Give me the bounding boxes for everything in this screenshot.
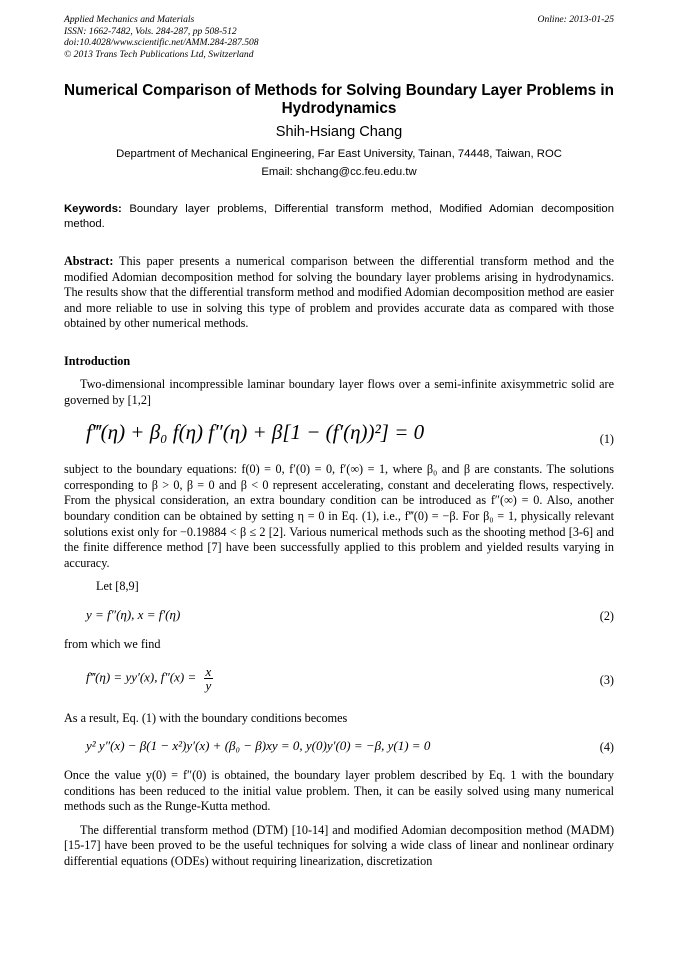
journal-header [64,14,614,64]
equation-3 [64,665,614,703]
online-date: Online: 2013-01-25 [537,14,614,25]
fraction-denominator: y [205,677,212,693]
equation-3-fraction [204,665,214,692]
affiliation: Department of Mechanical Engineering, Far East University, Tainan, 74448, Taiwan, ROC [116,148,562,160]
section-heading: Introduction [64,353,131,368]
email: Email: shchang@cc.feu.edu.tw [261,166,417,178]
equation-2 [64,607,614,629]
intro-paragraph-1: Two-dimensional incompressible laminar boundary layer flows over a semi-infinite axisymmetric solid are governed by [1,2] [64,376,614,407]
paper-title: Numerical Comparison of Methods for Solving Boundary Layer Problems in Hydrodynamics [64,82,614,117]
abstract-text: This paper presents a numerical comparison between the differential transform method and the modified Adomian decomposition method for solving the boundary layer problems arising in hydrodynamics. The results show that the differential transform method and modified Adomian decomposition method are easier and more reliable to use in solving this type of problem and provides accurate data as compared with those obtained by other numerical methods. [64,254,615,331]
intro-paragraph-6: The differential transform method (DTM) [10-14] and modified Adomian decomposition method (MADM) [15-17] have been proved to be the useful techniques for solving a wide class of linear and nonlinear ordinary differential equations (ODEs) without requiring linearization, discretization [64,822,614,869]
paper-page [64,14,614,870]
keywords-label: Keywords: [64,203,122,215]
issn: ISSN: 1662-7482, Vols. 284-287, pp 508-512 [64,25,237,37]
keywords-text: Boundary layer problems, Differential transform method, Modified Adomian decomposition method. [64,203,615,230]
equation-3-body: f‴(η) = yy′(x), f″(x) = [86,668,197,684]
equation-1-number: (1) [599,432,614,447]
keywords [64,202,614,232]
intro-paragraph-4: As a result, Eq. (1) with the boundary conditions becomes [64,710,348,725]
doi: doi:10.4028/www.scientific.net/AMM.284-287.508 [64,37,259,48]
equation-1-body: f‴(η) + β₀ f(η) f″(η) + β[1 − (f′(η))²] = 0 [86,420,425,445]
equation-4-body: y² y″(x) − β(1 − x²)y′(x) + (β₀ − β)xy = 0, y(0)y′(0) = −β, y(1) = 0 [86,738,431,754]
equation-1 [64,420,614,454]
intro-paragraph-5: Once the value y(0) = f″(0) is obtained, the boundary layer problem described by Eq. 1 with the boundary conditions has been reduced to the initial value problem. Then, it can be easily solved using many numerical methods such as the Runge-Kutta method. [64,768,614,814]
let-line: Let [8,9] [96,579,139,594]
equation-4-number: (4) [599,740,614,755]
author: Shih-Hsiang Chang [275,124,403,140]
equation-2-number: (2) [599,608,614,623]
abstract [64,254,614,332]
journal-name: Applied Mechanics and Materials [64,14,195,25]
equation-4 [64,738,614,760]
fraction-numerator: x [205,663,212,679]
intro-paragraph-2: subject to the boundary equations: f(0) = 0, f′(0) = 0, f′(∞) = 1, where β₀ and β are constants. The solutions corresponding to β > 0, β = 0 and β < 0 represent accelerating, constant and decelerating flows, respectively. From the physical consideration, an extra boundary condition can be introduced as f″(∞) = 0. Also, another boundary condition can be obtained by setting η = 0 in Eq. (1), i.e., f‴(0) = −β. For β₀ = 1, physically relevant solutions exist only for −0.19884 < β ≤ 2 [2]. Various numerical methods such as the shooting method [3-6] and the finite difference method [7] have been successfully applied to this problem and yielded results varying in accuracy. [64,462,614,570]
intro-paragraph-3: from which we find [64,636,161,651]
equation-3-number: (3) [599,672,614,687]
abstract-label: Abstract: [64,254,114,268]
copyright: © 2013 Trans Tech Publications Ltd, Switzerland [64,48,254,60]
equation-2-body: y = f″(η), x = f′(η) [86,606,181,622]
